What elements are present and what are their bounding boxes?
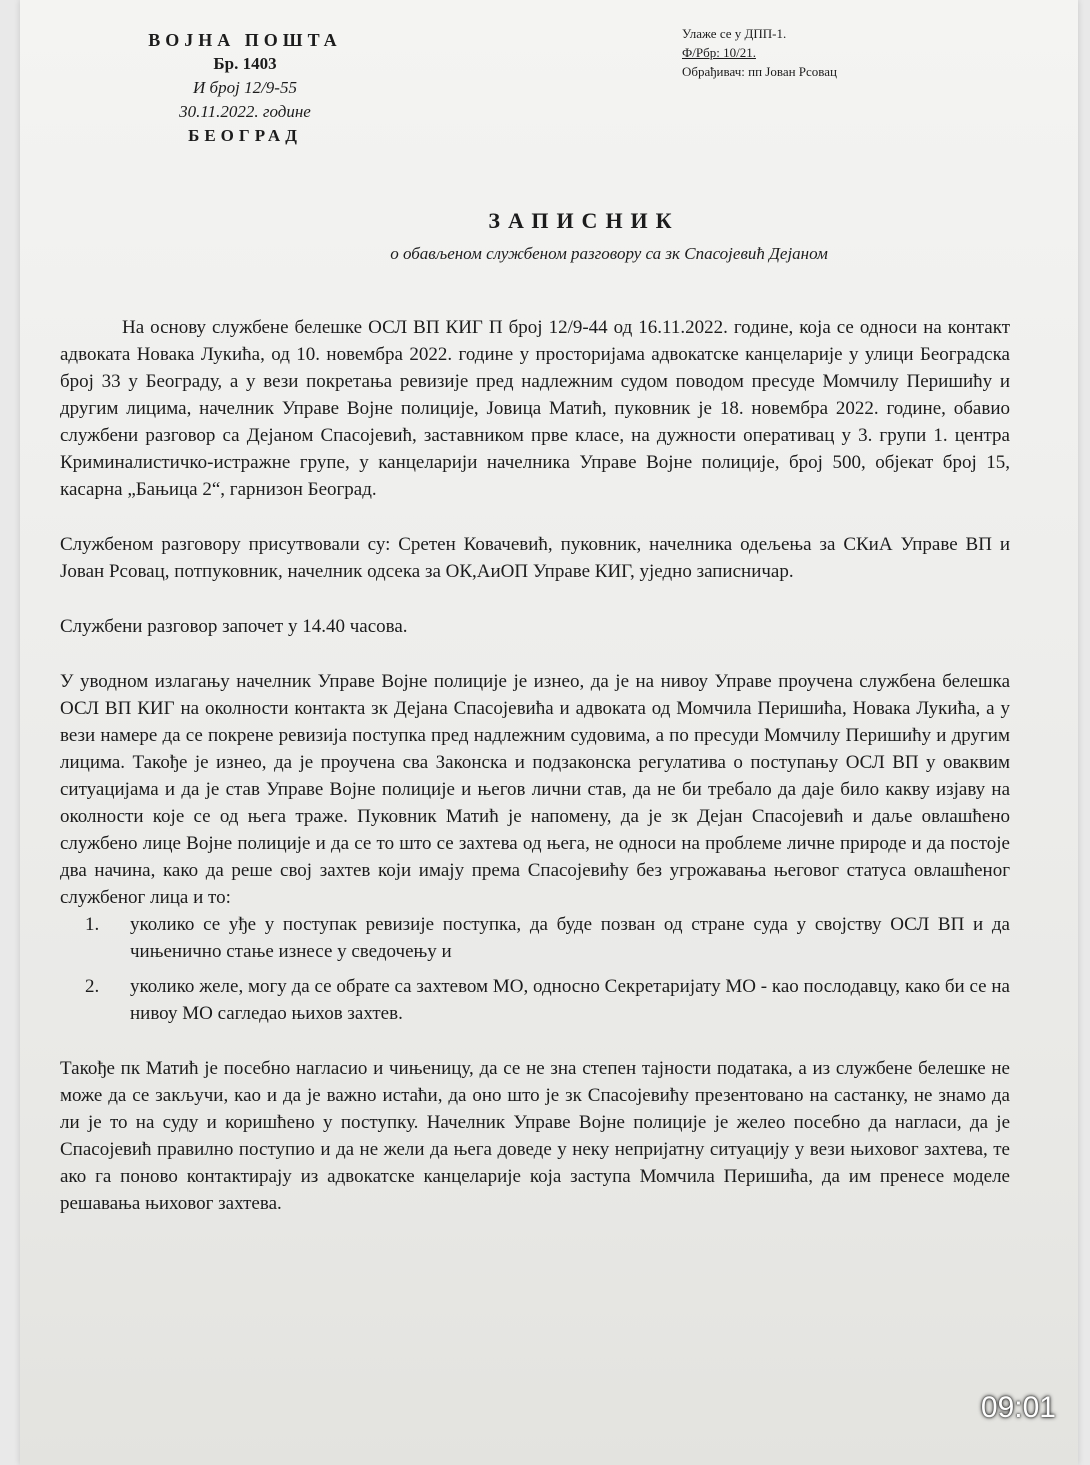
status-time: 09:01: [980, 1391, 1056, 1424]
list-item-number: 2.: [85, 976, 100, 997]
document-page: [20, 0, 1078, 1465]
document-title: ЗАПИСНИК: [488, 208, 680, 233]
list-item-number: 1.: [85, 914, 100, 935]
reference-number: И број 12/9-55: [193, 78, 297, 97]
paragraph-attendees: Службеном разговору присутвовали су: Сретен Ковачевић, пуковник, начелника одељења за СКиА Управе ВП и Јован Рсовац, потпуковник, начелник одсека за ОК,АиОП Управе КИГ, уједно записничар.: [60, 534, 1010, 582]
filing-reference: Ф/Рбр: 10/21.: [682, 45, 756, 60]
document-date: 30.11.2022. године: [179, 102, 311, 121]
paragraph-introduction: У уводном излагању начелник Управе Војне полиције је изнео, да је на нивоу Управе проучена службена белешка ОСЛ ВП КИГ на околности контакта зк Дејана Спасојевића и адвоката од Момчила Перишића, Новака Лукића, а у вези намере да се покрене ревизија поступка пред надлежним судовима, а по пресуди Момчилу Перишићу и другим лицима. Такође је изнео, да је проучена сва Законска и подзаконска регулатива о поступању ОСЛ ВП у оваквим ситуацијама и да је став Управе Војне полиције и његов лични став, да не би требало да даје било какву изјаву на околности које се од њега траже. Пуковник Матић је напомену, да је зк Дејан Спасојевић и даље овлашћено службено лице Војне полиције и да се то што се захтева од њега, не односи на проблеме личне природе и да постоје два начина, како да реше свој захтев који имају према Спасојевићу без угрожавања његовог статуса овлашћеног службеног лица и то:: [60, 671, 1010, 908]
processor-line: Обрађивач: пп Јован Рсовац: [682, 64, 837, 79]
military-post: ВОЈНА ПОШТА: [148, 30, 342, 50]
sender-block: [115, 28, 375, 148]
paragraph-start-time: Службени разговор започет у 14.40 часова.: [60, 616, 408, 637]
filing-line: Улаже се у ДПП-1.: [682, 26, 787, 41]
document-city: БЕОГРАД: [188, 126, 302, 145]
list-item-text: уколико се уђе у поступак ревизије поступка, да буде позван од стране суда у својству ОСЛ ВП и да чињенично стање изнесе у сведочењу и: [130, 914, 1010, 962]
filing-block: [682, 24, 1062, 81]
document-subtitle: о обављеном службеном разговору са зк Спасојевић Дејаном: [390, 244, 828, 263]
list-item: [60, 973, 1010, 1027]
document-body: [60, 314, 1010, 1245]
paragraph-emphasis: Такође пк Матић је посебно нагласио и чињеницу, да се не зна степен тајности података, а из службене белешке не може да се закључи, као и да је важно истаћи, да оно што је зк Спасојевићу презентовано на састанку, не знамо да ли је то на суду и коришћено у поступку. Начелник Управе Војне полиције је желео посебно да нагласи, да је Спасојевић правилно поступио и да не жели да њега доведе у неку непријатну ситуацију у вези њиховог захтева, те ако га поново контактирају из адвокатске канцеларије која заступа Момчила Перишића, да им пренесе моделе решавања њиховог захтева.: [60, 1058, 1010, 1214]
paragraph-basis: На основу службене белешке ОСЛ ВП КИГ П број 12/9-44 од 16.11.2022. године, која се односи на контакт адвоката Новака Лукића, од 10. новембра 2022. године у просторијама адвокатске канцеларије у улици Београдска број 33 у Београду, а у вези покретања ревизије пред надлежним судом поводом пресуде Момчилу Перишићу и другим лицима, начелник Управе Војне полиције, Јовица Матић, пуковник је 18. новембра 2022. године, обавио службени разговор са Дејаном Спасојевић, заставником прве класе, на дужности оперативац у 3. групи 1. центра Криминалистичко-истражне групе, у канцеларији начелника Управе Војне полиције, број 500, објекат број 15, касарна „Бањица 2“, гарнизон Београд.: [60, 317, 1010, 500]
document-number: Бр. 1403: [213, 54, 277, 73]
list-item-text: уколико желе, могу да се обрате са захтевом МО, односно Секретаријату МО - као послодавцу, како би се на нивоу МО сагледао њихов захтев.: [130, 976, 1010, 1024]
document-title-block: [20, 208, 1078, 264]
options-list: [60, 911, 1010, 1027]
list-item: [60, 911, 1010, 965]
